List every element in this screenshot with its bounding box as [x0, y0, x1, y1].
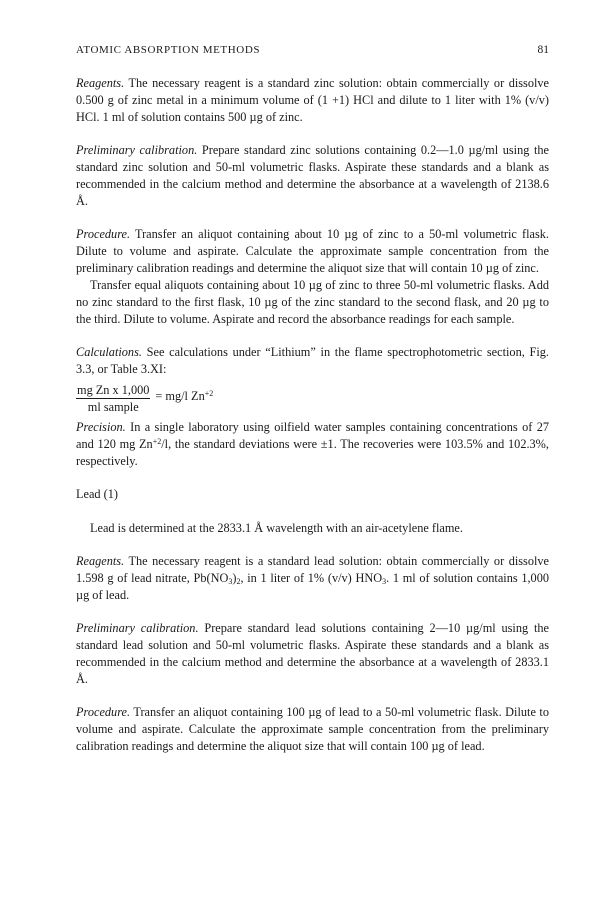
paragraph-label: Preliminary calibration.	[76, 621, 199, 636]
paragraph-text: Prepare standard zinc solutions containing 0.2—1.0 µg/ml using the standard zinc solution and 50-ml volumetric flasks. Aspirate these standards and a blank as recommended in the calcium method and determine the absorbance at a wavelength of 2138.6 Å.	[76, 143, 549, 208]
paragraph-text: Transfer an aliquot containing about 10 µg of zinc to a 50-ml volumetric flask. Dilute to volume and aspirate. Calculate the approximate sample concentration from the preliminary calibration readings and determine the aliquot size that will contain 10 µg of zinc.	[76, 227, 549, 276]
formula-fraction	[76, 383, 150, 415]
paragraph-text: The necessary reagent is a standard zinc solution: obtain commercially or dissolve 0.500 g of zinc metal in a minimum volume of (1 +1) HCl and dilute to 1 liter with 1% (v/v) HCl. 1 ml of solution contains 500 µg of zinc.	[76, 76, 549, 124]
body-text	[76, 75, 549, 755]
paragraph-label: Reagents.	[76, 554, 125, 569]
paragraph-text: The necessary reagent is a standard lead solution: obtain commercially or dissolve 1.598 g of lead nitrate, Pb(NO	[76, 554, 549, 586]
paragraph-label: Procedure.	[76, 227, 131, 242]
paragraph-label: Preliminary calibration.	[76, 143, 198, 158]
paragraph-text: /l, the standard deviations were ±1. The recoveries were 103.5% and 102.3%, respectively.	[76, 437, 550, 468]
zinc-precision-paragraph	[76, 419, 549, 470]
page-number: 81	[537, 44, 549, 56]
paragraph-label: Procedure.	[76, 705, 131, 720]
paragraph-text: Prepare standard lead solutions containing 2—10 µg/ml using the standard lead solution and 50-ml volumetric flasks. Aspirate these standards and a blank as recommended in the calcium method and determine the absorbance at a wavelength of 2833.1 Å.	[76, 621, 549, 687]
paragraph-label: Calculations.	[76, 345, 142, 360]
zinc-calculations-paragraph	[76, 344, 549, 378]
lead-reagents-paragraph	[76, 553, 549, 604]
lead-calibration-paragraph	[76, 620, 549, 688]
formula-result-superscript: +2	[204, 389, 214, 399]
paragraph-text: Transfer an aliquot containing 100 µg of lead to a 50-ml volumetric flask. Dilute to volume and aspirate. Calculate the approximate sample concentration from the preliminary calibration readings and determine the aliquot size that will contain 100 µg of lead.	[76, 705, 549, 754]
paragraph-label: Precision.	[76, 420, 126, 435]
zinc-calibration-paragraph	[76, 142, 549, 210]
page-header	[76, 44, 549, 60]
zinc-procedure-paragraph-2: Transfer equal aliquots containing about 10 µg of zinc to three 50-ml volumetric flasks. Add no zinc standard to the first flask, 10 µg of the zinc standard to the second flask, and 20 µg to the third. Dilute to volume. Aspirate and record the absorbance readings for each sample.	[76, 278, 549, 326]
subscript: 2	[236, 577, 241, 587]
lead-procedure-paragraph	[76, 704, 549, 755]
subscript: 3	[382, 577, 387, 587]
zinc-formula	[76, 382, 549, 416]
formula-numerator: mg Zn x 1,000	[77, 383, 150, 398]
subscript: 3	[228, 577, 233, 587]
formula-result	[155, 389, 213, 409]
charge-superscript: +2	[152, 437, 162, 446]
paragraph-text: )	[232, 571, 237, 586]
lead-section-heading: Lead (1)	[76, 487, 118, 502]
formula-denominator: ml sample	[87, 400, 139, 415]
paragraph-text: , in 1 liter of 1% (v/v) HNO	[240, 571, 383, 586]
paragraph-label: Reagents.	[76, 76, 125, 90]
paragraph-text: . 1 ml of solution contains 1,000 µg of lead.	[76, 571, 549, 602]
formula-result-text: = mg/l Zn	[155, 389, 205, 404]
paragraph-text: See calculations under “Lithium” in the flame spectrophotometric section, Fig. 3.3, or Table 3.XI:	[76, 345, 549, 377]
zinc-procedure-paragraph	[76, 226, 549, 277]
zinc-reagents-paragraph	[76, 75, 549, 126]
running-head: ATOMIC ABSORPTION METHODS	[76, 44, 261, 56]
lead-intro-paragraph: Lead is determined at the 2833.1 Å wavelength with an air-acetylene flame.	[90, 520, 463, 535]
paragraph-text: In a single laboratory using oilfield water samples containing concentrations of 27 and 120 mg Zn	[76, 420, 549, 451]
